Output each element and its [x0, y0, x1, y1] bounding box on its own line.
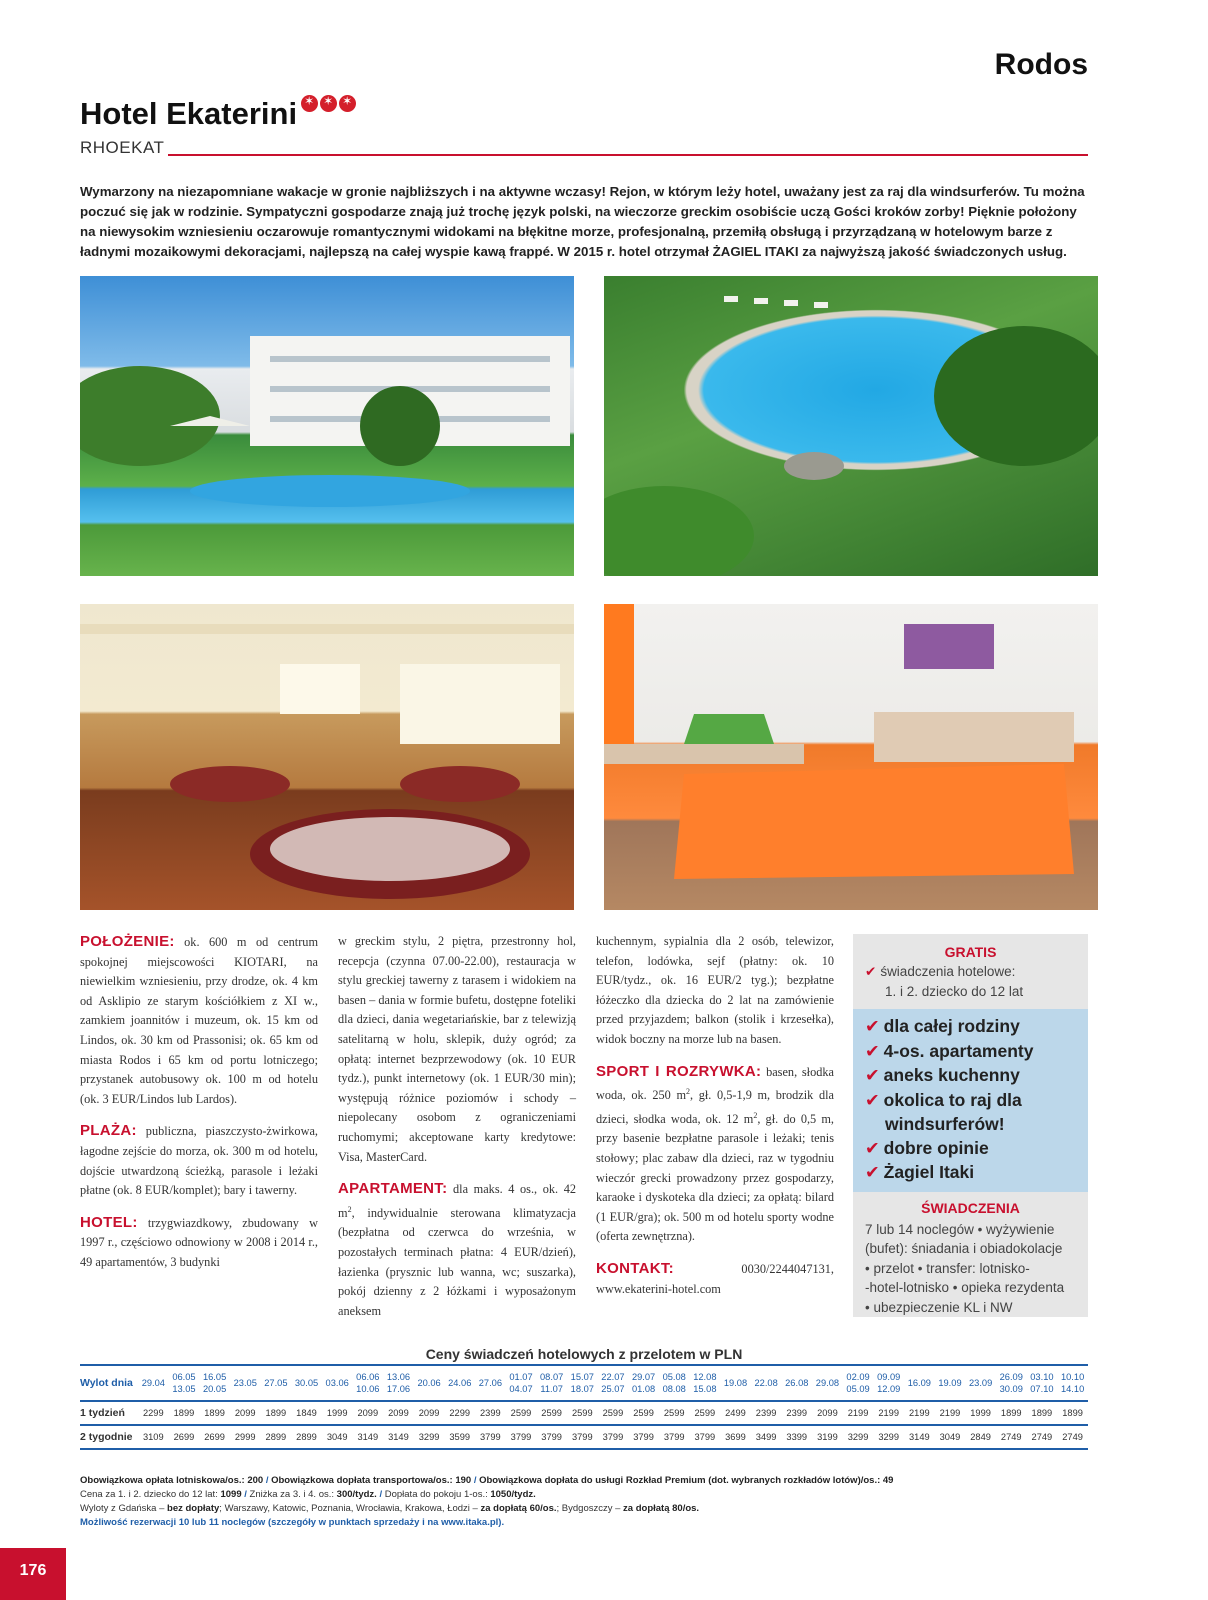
date-line: 13.06	[386, 1372, 411, 1382]
description-column-2	[338, 932, 576, 1321]
description-column-1	[80, 932, 318, 1273]
date-line: 10.06	[356, 1384, 380, 1394]
price-cell: 3199	[812, 1425, 843, 1449]
price-cell: 2749	[1057, 1425, 1088, 1449]
price-cell: 2099	[812, 1401, 843, 1425]
price-cell: 3049	[322, 1425, 353, 1449]
price-cell: 3299	[414, 1425, 445, 1449]
price-cell: 2399	[751, 1401, 782, 1425]
price-cell: 2599	[536, 1401, 567, 1425]
row-label: 2 tygodnie	[80, 1425, 138, 1449]
date-line: 16.09	[907, 1378, 931, 1388]
price-cell: 2599	[567, 1401, 598, 1425]
price-cell: 2199	[873, 1401, 904, 1425]
departure-date-cell	[506, 1365, 537, 1401]
price-table-title: Ceny świadczeń hotelowych z przelotem w PLN	[425, 1346, 743, 1362]
price-cell: 2599	[628, 1401, 659, 1425]
price-cell: 2599	[598, 1401, 629, 1425]
departure-date-cell	[169, 1365, 200, 1401]
offer-sidebar	[853, 934, 1088, 1317]
hotel-code: RHOEKAT	[80, 138, 165, 157]
date-line: 27.05	[264, 1378, 288, 1388]
page-number: 176	[0, 1548, 66, 1600]
price-cell: 2599	[659, 1401, 690, 1425]
date-line: 10.10	[1060, 1372, 1085, 1382]
date-line: 13.05	[172, 1384, 196, 1394]
description-column-3	[596, 932, 834, 1299]
date-line: 09.09	[877, 1372, 901, 1382]
price-cell: 2599	[690, 1401, 721, 1425]
highlight-item-continued: windsurferów!	[885, 1114, 1005, 1134]
checkmark-icon: ✔	[865, 964, 877, 980]
departure-date-cell	[1057, 1365, 1088, 1401]
price-cell: 2099	[230, 1401, 261, 1425]
departure-date-cell	[383, 1365, 414, 1401]
apartament-text-continued: kuchennym, sypialnia dla 2 osób, telewizor, telefon, lodówka, sejf (płatny: ok. 10 EUR/tydz., ok. 16 EUR/2 tyg.); bezpłatne łóżeczko dla dziecka do 2 lat na zamówienie przed przyjazdem; balkon (stolik i krzesełka), widok boczny na morze lub na basen.	[596, 934, 834, 1046]
price-cell: 2699	[169, 1425, 200, 1449]
notes-line-4: Możliwość rezerwacji 10 lub 11 noclegów (szczegóły w punktach sprzedaży i na www.itaka.pl).	[80, 1517, 505, 1528]
highlight-item: ✔ dobre opinie	[865, 1137, 989, 1159]
checkmark-icon: ✔	[865, 1138, 880, 1159]
section-label-sport: SPORT I ROZRYWKA:	[596, 1062, 762, 1080]
date-line: 30.09	[999, 1384, 1023, 1394]
polozenie-text: ok. 600 m od centrum spokojnej miejscowości KIOTARI, na niewielkim wzniesieniu, przy drodze, ok. 4 km od Asklipio ze starym kościółkiem z XI w., zamkiem joannitów i muzeum, ok. 15 km od Lindos, ok. 30 km od Prassonisi; ok. 65 km od miasta Rodos i 65 km od portu lotniczego; przystanek autobusowy ok. 100 m od hotelu (ok. 3 EUR/Lindos lub Lardos).	[80, 935, 319, 1106]
swiadczenia-title: ŚWIADCZENIA	[921, 1199, 1020, 1216]
price-cell: 2299	[138, 1401, 169, 1425]
row-label: 1 tydzień	[80, 1401, 138, 1425]
checkmark-icon: ✔	[865, 1163, 880, 1183]
swiadczenia-line: (bufet): śniadania i obiadokolacje	[865, 1241, 1063, 1256]
hotel-text-continued: w greckim stylu, 2 piętra, przestronny hol, recepcja (czynna 07.00-22.00), restauracja w stylu greckiej tawerny z tarasem i widokiem na basen – dania w formie bufetu, dostępne foteliki dla dzieci, dania wegetariańskie, bar z telewizją satelitarną w holu, sklepik, duży ogród; za opłatą: internet bezprzewodowy (ok. 10 EUR tydz.), punkt internetowy (ok. 1 EUR/30 min); występują różnice poziomów i schody – niepolecany osobom z ograniczeniami ruchomymi; akceptowane karty kredytowe: Visa, MasterCard.	[338, 934, 576, 1164]
price-cell: 2199	[904, 1401, 935, 1425]
checkmark-icon: ✔	[865, 1041, 880, 1062]
sport-text: basen, słodka woda, ok. 250 m	[596, 1064, 834, 1103]
price-cell: 2749	[996, 1425, 1027, 1449]
date-line: 30.05	[294, 1378, 319, 1388]
price-cell: 2199	[843, 1401, 874, 1425]
departure-date-cell	[138, 1365, 169, 1401]
gratis-text-2: 1. i 2. dziecko do 12 lat	[885, 984, 1024, 999]
price-cell: 1899	[199, 1401, 230, 1425]
highlight-item: ✔ okolica to raj dla	[865, 1089, 1022, 1111]
hotel-text: trzygwiazdkowy, zbudowany w 1997 r., częściowo odnowiony w 2008 i 2014 r., 49 apartamentów, 3 budynki	[80, 1215, 318, 1269]
price-cell: 3049	[935, 1425, 966, 1449]
photo-bedroom	[604, 604, 1098, 910]
section-label-plaza: PLAŻA:	[80, 1122, 137, 1140]
section-label-hotel: HOTEL:	[80, 1213, 138, 1231]
date-line: 14.10	[1060, 1384, 1085, 1394]
departure-date-cell	[352, 1365, 383, 1401]
intro-paragraph: Wymarzony na niezapomniane wakacje w gronie najbliższych i na aktywne wczasy! Rejon, w którym leży hotel, uważany jest za raj dla windsurferów. Tu można poczuć się jak w rodzinie. Sympatyczni gospodarze znają już trochę język polski, na wieczorze greckim osobiście uczą Gości kroków zorby! Pięknie położony na niewysokim wzniesieniu oczarowuje romantycznymi widokami na błękitne morze, profesjonalną, przemiłą obsługą i przyrządzaną w hotelowym barze z ładnymi mozaikowymi dekoracjami, najlepszą na całej wyspie kawą frappé. W 2015 r. hotel otrzymał ŻAGIEL ITAKI za najwyższą jakość świadczonych usług.	[80, 184, 1085, 259]
date-line: 18.07	[570, 1384, 594, 1394]
price-cell: 2299	[444, 1401, 475, 1425]
star-icon	[320, 95, 337, 112]
date-line: 16.05	[202, 1372, 227, 1382]
price-cell: 3799	[567, 1425, 598, 1449]
superscript: 2	[753, 1110, 758, 1120]
swiadczenia-line: • przelot • transfer: lotnisko-	[865, 1260, 1030, 1276]
price-cell: 3149	[352, 1425, 383, 1449]
section-label-apartament: APARTAMENT:	[338, 1180, 448, 1198]
notes-line-2: Cena za 1. i 2. dziecko do 12 lat: 1099 / Zniżka za 3. i 4. os.: 300/tydz. / Dopłata do pokoju 1-os.: 1050/tydz.	[80, 1489, 536, 1500]
checkmark-icon: ✔	[865, 1090, 880, 1111]
price-cell: 3799	[659, 1425, 690, 1449]
price-cell: 3299	[873, 1425, 904, 1449]
price-cell: 2849	[965, 1425, 996, 1449]
price-cell: 2199	[935, 1401, 966, 1425]
sport-text-2: , gł. 0,5-1,9 m, brodzik dla dzieci, słodka woda, ok. 12 m	[596, 1088, 834, 1126]
hotel-title	[80, 84, 358, 132]
price-cell: 1849	[291, 1401, 322, 1425]
price-cell: 2899	[261, 1425, 292, 1449]
highlights-box	[853, 1009, 1088, 1192]
swiadczenia-line: -hotel-lotnisko • opieka rezydenta	[865, 1280, 1065, 1295]
date-line: 12.08	[693, 1372, 717, 1382]
price-cell: 2099	[414, 1401, 445, 1425]
price-cell: 3799	[536, 1425, 567, 1449]
photo-restaurant	[80, 604, 574, 910]
price-cell: 2899	[291, 1425, 322, 1449]
apartament-text: dla maks. 4 os., ok. 42 m	[338, 1182, 576, 1220]
highlight-item: ✔ 4-os. apartamenty	[865, 1040, 1034, 1062]
notes-line-1: Obowiązkowa opłata lotniskowa/os.: 200 / Obowiązkowa dopłata transportowa/os.: 190 / Obowiązkowa dopłata do usługi Rozkład Premium (dot. wybranych rozkładów lotów)/os.: 49	[80, 1475, 894, 1486]
superscript: 2	[686, 1087, 691, 1097]
price-cell: 3799	[690, 1425, 721, 1449]
star-icon	[339, 95, 356, 112]
price-cell: 3299	[843, 1425, 874, 1449]
price-cell: 1899	[261, 1401, 292, 1425]
price-cell: 1999	[965, 1401, 996, 1425]
photo-hotel-pool	[80, 276, 574, 576]
price-cell: 1899	[1027, 1401, 1058, 1425]
departure-date-cell	[444, 1365, 475, 1401]
departure-date-cell	[475, 1365, 506, 1401]
date-line: 29.07	[631, 1372, 656, 1382]
departure-date-cell	[1027, 1365, 1058, 1401]
header-divider	[168, 154, 1088, 156]
header-label: Wylot dnia	[80, 1365, 138, 1401]
star-icon	[301, 95, 318, 112]
price-cell: 1899	[1057, 1401, 1088, 1425]
gratis-text: świadczenia hotelowe:	[880, 964, 1016, 979]
price-row-2-weeks	[80, 1425, 1088, 1449]
checkmark-icon: ✔	[865, 1017, 880, 1037]
date-line: 26.08	[785, 1378, 809, 1388]
swiadczenia-line: • ubezpieczenie KL i NW	[865, 1299, 1013, 1315]
departure-date-cell	[873, 1365, 904, 1401]
price-cell: 2999	[230, 1425, 261, 1449]
price-cell: 2499	[720, 1401, 751, 1425]
price-table-header	[80, 1365, 1088, 1401]
departure-date-cell	[536, 1365, 567, 1401]
departure-date-cell	[812, 1365, 843, 1401]
date-line: 19.08	[723, 1378, 748, 1388]
date-line: 15.08	[693, 1384, 717, 1394]
date-line: 22.08	[754, 1378, 778, 1388]
price-cell: 3109	[138, 1425, 169, 1449]
kontakt-text: 0030/2244047131, www.ekaterini-hotel.com	[596, 1261, 834, 1296]
departure-date-cell	[261, 1365, 292, 1401]
departure-date-cell	[322, 1365, 353, 1401]
date-line: 11.07	[540, 1384, 563, 1394]
superscript: 2	[347, 1204, 352, 1214]
price-cell: 2099	[352, 1401, 383, 1425]
departure-date-cell	[230, 1365, 261, 1401]
price-cell: 2399	[781, 1401, 812, 1425]
date-line: 20.05	[202, 1384, 227, 1394]
date-line: 06.06	[356, 1372, 380, 1382]
apartament-text-2: , indywidualnie sterowana klimatyzacja (bezpłatna od czerwca do września, w pozostałych terminach płatna: 4 EUR/dzień), łazienka (prysznic lub wanna, wc; suszarka), pokój dzienny z 2 łóżkami i wyposażonym aneksem	[338, 1205, 576, 1318]
departure-date-cell	[965, 1365, 996, 1401]
price-row-1-week	[80, 1401, 1088, 1425]
price-cell: 1899	[169, 1401, 200, 1425]
plaza-text: publiczna, piaszczysto-żwirkowa, łagodne zejście do morza, ok. 300 m od hotelu, dojście utwardzoną ścieżką, parasole i leżaki płatne (ok. 8 EUR/komplet); bary i tawerny.	[80, 1124, 318, 1198]
date-line: 03.06	[325, 1378, 349, 1388]
gratis-title: GRATIS	[944, 944, 997, 960]
hotel-name: Hotel Ekaterini	[80, 96, 298, 131]
date-line: 29.08	[815, 1378, 840, 1388]
date-line: 05.09	[846, 1384, 870, 1394]
price-cell: 3799	[628, 1425, 659, 1449]
swiadczenia-list	[853, 1216, 1088, 1318]
price-cell: 3399	[781, 1425, 812, 1449]
departure-date-cell	[751, 1365, 782, 1401]
price-cell: 1999	[322, 1401, 353, 1425]
section-label-kontakt: KONTAKT:	[596, 1259, 674, 1277]
date-line: 23.05	[233, 1378, 257, 1388]
date-line: 01.07	[509, 1372, 533, 1382]
date-line: 17.06	[386, 1384, 411, 1394]
departure-date-cell	[199, 1365, 230, 1401]
departure-date-cell	[598, 1365, 629, 1401]
highlight-item: ✔ Żagiel Itaki	[865, 1162, 975, 1183]
price-cell: 3499	[751, 1425, 782, 1449]
departure-date-cell	[628, 1365, 659, 1401]
date-line: 07.10	[1030, 1384, 1054, 1394]
date-line: 06.05	[172, 1372, 196, 1382]
date-line: 20.06	[417, 1378, 441, 1388]
photo-pool-aerial	[604, 276, 1098, 576]
date-line: 08.08	[662, 1384, 686, 1394]
date-line: 04.07	[509, 1384, 533, 1394]
star-rating	[301, 84, 358, 120]
price-cell: 2749	[1027, 1425, 1058, 1449]
checkmark-icon: ✔	[865, 1066, 880, 1086]
date-line: 08.07	[540, 1372, 564, 1382]
departure-date-cell	[567, 1365, 598, 1401]
date-line: 19.09	[938, 1378, 962, 1388]
price-cell: 3799	[598, 1425, 629, 1449]
date-line: 22.07	[601, 1372, 625, 1382]
sport-text-3: , gł. do 0,5 m, przy basenie bezpłatne parasole i leżaki; tenis stołowy; plac zabaw dla dzieci, raz w tygodniu wieczór grecki prowadzony przez gospodarzy, karaoke i dyskoteka dla dzieci; za opłatą: bilard (1 EUR/gra); ok. 500 m od hotelu sporty wodne (oferta zewnętrzna).	[596, 1111, 834, 1244]
price-cell: 2699	[199, 1425, 230, 1449]
date-line: 12.09	[877, 1384, 901, 1394]
gratis-info	[853, 960, 1088, 1001]
date-line: 23.09	[968, 1378, 993, 1388]
price-cell: 3599	[444, 1425, 475, 1449]
price-cell: 3149	[904, 1425, 935, 1449]
departure-date-cell	[904, 1365, 935, 1401]
date-line: 03.10	[1030, 1372, 1054, 1382]
price-cell: 3799	[475, 1425, 506, 1449]
date-line: 05.08	[662, 1372, 686, 1382]
departure-date-cell	[843, 1365, 874, 1401]
section-label-polozenie: POŁOŻENIE:	[80, 933, 175, 950]
departure-date-cell	[414, 1365, 445, 1401]
notes-line-3: Wyloty z Gdańska – bez dopłaty; Warszawy, Katowic, Poznania, Wrocławia, Krakowa, Łodzi – za dopłatą 60/os.; Bydgoszczy – za dopłatą 80/os.	[80, 1503, 700, 1514]
date-line: 25.07	[601, 1384, 625, 1394]
departure-date-cell	[659, 1365, 690, 1401]
departure-date-cell	[781, 1365, 812, 1401]
price-notes	[80, 1474, 1088, 1530]
date-line: 27.06	[478, 1378, 502, 1388]
region-name: Rodos	[994, 48, 1088, 81]
price-cell: 3149	[383, 1425, 414, 1449]
price-cell: 2599	[506, 1401, 537, 1425]
highlight-item: ✔ dla całej rodziny	[865, 1016, 1020, 1037]
price-cell: 1899	[996, 1401, 1027, 1425]
swiadczenia-line: 7 lub 14 noclegów • wyżywienie	[865, 1221, 1055, 1237]
price-cell: 3799	[506, 1425, 537, 1449]
departure-date-cell	[720, 1365, 751, 1401]
date-line: 29.04	[141, 1378, 165, 1388]
date-line: 24.06	[448, 1378, 472, 1388]
price-cell: 2099	[383, 1401, 414, 1425]
departure-date-cell	[935, 1365, 966, 1401]
highlight-item: ✔ aneks kuchenny	[865, 1065, 1020, 1086]
date-line: 15.07	[570, 1372, 594, 1382]
price-cell: 3699	[720, 1425, 751, 1449]
price-cell: 2399	[475, 1401, 506, 1425]
date-line: 02.09	[846, 1372, 870, 1382]
departure-date-cell	[690, 1365, 721, 1401]
departure-date-cell	[996, 1365, 1027, 1401]
price-table	[80, 1364, 1088, 1450]
departure-date-cell	[291, 1365, 322, 1401]
date-line: 01.08	[631, 1384, 656, 1394]
date-line: 26.09	[999, 1372, 1023, 1382]
